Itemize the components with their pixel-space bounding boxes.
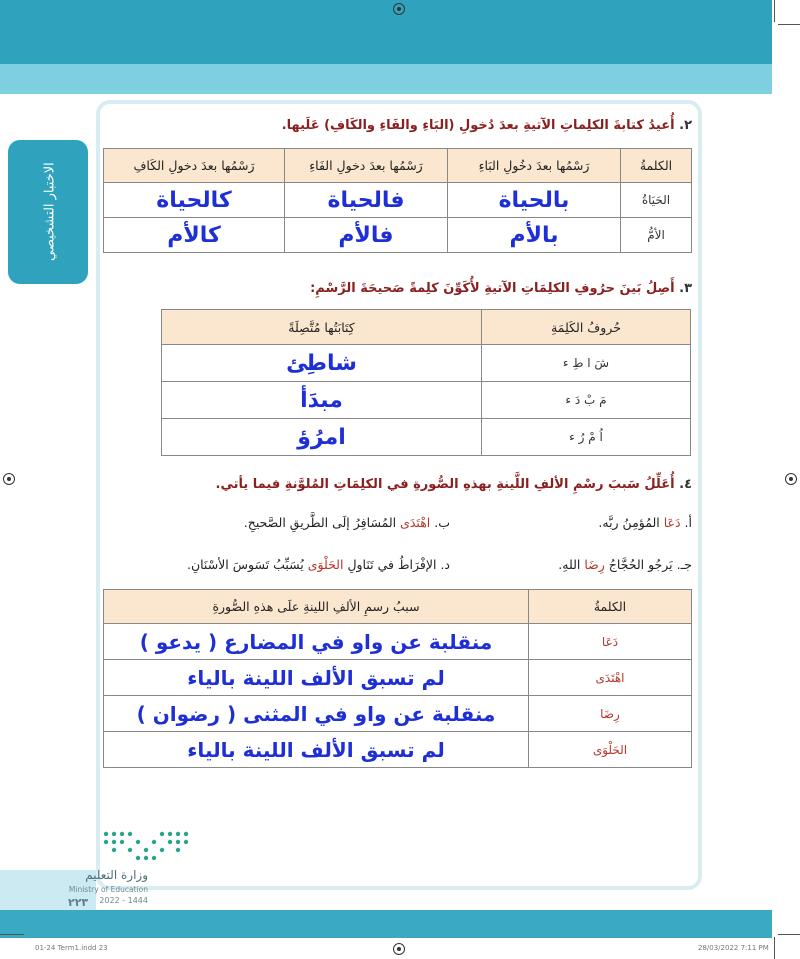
q3-number: ٣.	[679, 281, 692, 296]
crop-mark	[778, 24, 800, 25]
crop-mark	[778, 934, 800, 935]
q4-answer: منقلبة عن واو في المضارع ( يدعو )	[104, 624, 529, 660]
top-banner-light	[0, 64, 772, 94]
crop-mark	[774, 937, 775, 959]
table-row	[162, 382, 691, 419]
q3-letters: شَ ا طِ ء	[482, 345, 691, 382]
q4-word: الحَلْوَى	[529, 732, 692, 768]
q2-table	[103, 148, 692, 253]
registration-mark-icon	[393, 943, 405, 955]
q2-word: الأمُّ	[621, 218, 692, 253]
top-banner	[0, 0, 772, 64]
q3-header-letters: حُروفُ الكَلِمَةِ	[482, 310, 691, 345]
table-row	[104, 660, 692, 696]
q2-header-ba: رَسْمُها بعدَ دخُولِ البَاءِ	[448, 149, 621, 183]
q3-answer: امرُؤ	[162, 419, 482, 456]
example-c: جـ. يَرجُو الحُجَّاجُ رِضَا اللهِ.	[558, 557, 692, 572]
logo-year: 2022 - 1444	[99, 896, 148, 905]
table-row	[104, 696, 692, 732]
table-row	[162, 419, 691, 456]
q2-answer: فالحياة	[285, 183, 448, 218]
table-row	[104, 218, 692, 253]
q4-answer: لم تسبق الألف اللينة بالياء	[104, 660, 529, 696]
side-tab-label: الاختبار التشخيصي	[42, 162, 58, 262]
q2-text: أُعيدُ كتابةَ الكلِماتِ الآتيةِ بعدَ دُخولِ (البَاءِ والفَاءِ والكَافِ) عَلَيها.	[281, 118, 675, 133]
bottom-banner	[0, 910, 772, 938]
q2-header-word: الكلمةُ	[621, 149, 692, 183]
example-a: أ. دَعَا المُؤمِنُ ربَّه.	[598, 515, 692, 530]
q2-answer: كالأم	[104, 218, 285, 253]
q3-letters: مَ بْ دَ ء	[482, 382, 691, 419]
q3-text: أَصِلُ بَينَ حرُوفِ الكلِمَاتِ الآتيةِ لأُكَوِّنَ كلِمةً صَحيحَةَ الرَّسْمِ:	[310, 281, 675, 296]
q3-header-word: كِتَابَتُها مُتَّصِلَةً	[162, 310, 482, 345]
q4-word: اهْتَدَى	[529, 660, 692, 696]
crop-mark	[774, 0, 775, 22]
q4-word: رِضَا	[529, 696, 692, 732]
example-d: د. الإفْرَاطُ في تَنَاولِ الحَلْوَى يُسَبِّبُ تَسَوسَ الأسْنَانِ.	[186, 557, 450, 572]
logo-english: Ministry of Education	[68, 885, 148, 894]
example-b: ب. اهْتَدَى المُسَافِرُ إلَى الطَّريقِ الصَّحيحِ.	[243, 515, 450, 530]
page-number: ٢٢٣	[68, 896, 89, 909]
crop-mark	[0, 934, 24, 935]
q2-header-fa: رَسْمُها بعدَ دخولِ الفَاءِ	[285, 149, 448, 183]
q3-table	[161, 309, 691, 456]
q2-header-ka: رَسْمُها بعدَ دخولِ الكَافِ	[104, 149, 285, 183]
q2-answer: بالأم	[448, 218, 621, 253]
q3-letters: اُ مْ رُ ء	[482, 419, 691, 456]
q4-title	[110, 477, 692, 492]
table-row	[162, 345, 691, 382]
q4-answer: منقلبة عن واو في المثنى ( رضوان )	[104, 696, 529, 732]
registration-mark-icon	[393, 3, 405, 15]
table-row	[104, 624, 692, 660]
q4-number: ٤.	[679, 477, 692, 492]
q4-answer: لم تسبق الألف اللينة بالياء	[104, 732, 529, 768]
q2-answer: بالحياة	[448, 183, 621, 218]
q2-number: ٢.	[679, 118, 692, 133]
q4-header-word: الكلمةُ	[529, 590, 692, 624]
q2-answer: كالحياة	[104, 183, 285, 218]
q3-answer: مبدَأ	[162, 382, 482, 419]
q2-title	[110, 118, 692, 133]
q4-text: أُعَلِّلُ سَببَ رسْمِ الألفِ اللَّينةِ بهذهِ الصُّورةِ في الكلِمَاتِ المُلوَّنةِ فيما يأتي.	[215, 477, 675, 492]
table-row	[104, 732, 692, 768]
print-footer-left: 01-24 Term1.indd 23	[35, 944, 108, 952]
print-footer-right: 28/03/2022 7:11 PM	[698, 944, 769, 952]
q2-answer: فالأم	[285, 218, 448, 253]
ministry-logo-icon	[100, 828, 192, 862]
q2-word: الحَيَاةُ	[621, 183, 692, 218]
q3-answer: شاطِئ	[162, 345, 482, 382]
registration-mark-icon	[785, 473, 797, 485]
registration-mark-icon	[3, 473, 15, 485]
q3-title	[110, 281, 692, 296]
q4-header-reason: سببُ رسمِ الألفِ اللينةِ علَى هذهِ الصُّورةِ	[104, 590, 529, 624]
q4-word: دَعَا	[529, 624, 692, 660]
logo-arabic: وزارة التعليم	[85, 868, 148, 882]
q4-table	[103, 589, 692, 768]
table-row	[104, 183, 692, 218]
